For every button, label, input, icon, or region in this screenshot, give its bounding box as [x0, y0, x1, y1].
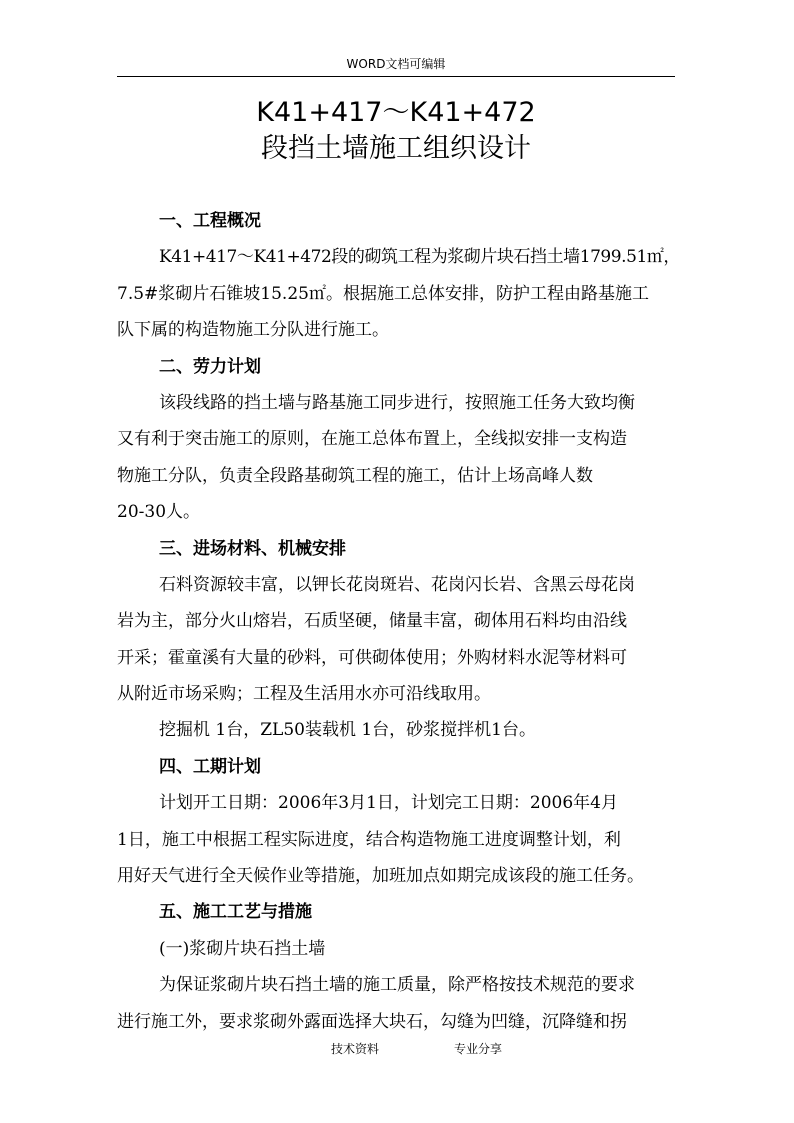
- body-line: 开采；霍童溪有大量的砂料，可供砌体使用；外购材料水泥等材料可: [117, 647, 627, 668]
- body-line: 从附近市场采购；工程及生活用水亦可沿线取用。: [117, 684, 491, 705]
- body-line: 队下属的构造物施工分队进行施工。: [117, 320, 389, 341]
- footer-right-text: 专业分享: [454, 1042, 503, 1056]
- body-line: 1日，施工中根据工程实际进度，结合构造物施工进度调整计划，利: [117, 829, 621, 850]
- section-heading-schedule: 四、工期计划: [159, 756, 261, 777]
- body-line: K41+417～K41+472段的砌筑工程为浆砌片块石挡土墙1799.51㎡，: [159, 247, 680, 268]
- body-line: 物施工分队，负责全段路基砌筑工程的施工，估计上场高峰人数: [117, 465, 593, 486]
- section-heading-materials: 三、进场材料、机械安排: [159, 538, 346, 559]
- body-line: 又有利于突击施工的原则，在施工总体布置上，全线拟安排一支构造: [117, 429, 627, 450]
- footer-left-text: 技术资料: [331, 1042, 380, 1056]
- section-heading-process: 五、施工工艺与措施: [159, 902, 312, 923]
- body-line: 为保证浆砌片块石挡土墙的施工质量，除严格按技术规范的要求: [159, 975, 635, 996]
- page-footer: [0, 1040, 794, 1058]
- document-title-line-1: K41+417～K41+472: [256, 97, 536, 128]
- body-line: 进行施工外，要求浆砌外露面选择大块石，勾缝为凹缝，沉降缝和拐: [117, 1011, 627, 1032]
- section-heading-overview: 一、工程概况: [159, 211, 261, 231]
- body-line: 挖掘机 1台，ZL50装载机 1台，砂浆搅拌机1台。: [159, 720, 536, 741]
- body-line: 用好天气进行全天候作业等措施，加班加点如期完成该段的施工任务。: [117, 866, 644, 887]
- body-line: 岩为主，部分火山熔岩，石质坚硬，储量丰富，砌体用石料均由沿线: [117, 611, 627, 632]
- header-text: WORD文档可编辑: [346, 57, 446, 71]
- body-line: 计划开工日期：2006年3月1日，计划完工日期：2006年4月: [159, 793, 618, 814]
- body-line: 该段线路的挡土墙与路基施工同步进行，按照施工任务大致均衡: [159, 392, 635, 413]
- section-heading-labor: 二、劳力计划: [159, 356, 261, 377]
- body-line: 7.5#浆砌片石锥坡15.25㎡。根据施工总体安排，防护工程由路基施工: [117, 283, 649, 304]
- document-title-line-2: 段挡土墙施工组织设计: [261, 133, 531, 164]
- page-header: [117, 56, 675, 77]
- body-line: 石料资源较丰富，以钾长花岗斑岩、花岗闪长岩、含黑云母花岗: [159, 574, 635, 595]
- document-body: [117, 203, 680, 1040]
- subsection-heading: (一)浆砌片块石挡土墙: [159, 938, 326, 959]
- body-line: 20-30人。: [117, 502, 201, 523]
